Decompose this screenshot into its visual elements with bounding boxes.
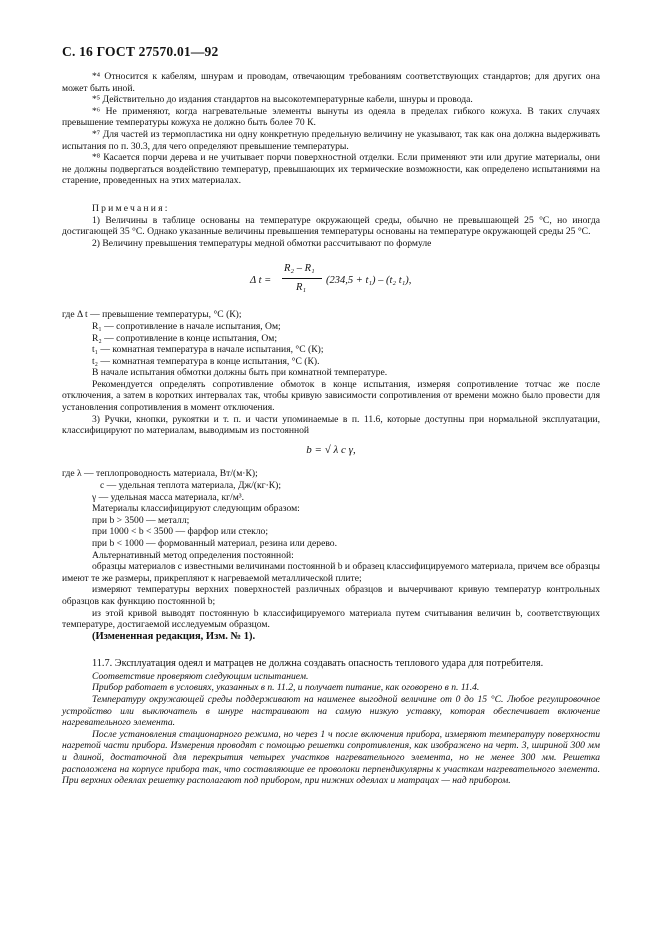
class-metal: при b > 3500 — металл; (92, 514, 190, 526)
document-body (62, 71, 600, 787)
fraction-bar (282, 278, 322, 279)
notes-title: Примечания: (92, 202, 170, 214)
footnote-6: *⁶ Не применяют, когда нагревательные элементы вынуты из одеяла в пределах гибкого кожуха. В таких случаях превышение температуры кожуха не должно быть более 70 К. (62, 105, 600, 129)
note-1: 1) Величины в таблице основаны на температуре окружающей среды, обычно не превышающей 25 °С, но иногда достигающей 35 °С. Однако указанные величины превышения температуры основаны на температуре окружающей среды 25 °С. (62, 214, 600, 238)
footnote-5: *⁵ Действительно до издания стандартов на высокотемпературные кабели, шнуры и провода. (92, 94, 473, 106)
where-2-line-1: где λ — теплопроводность материала, Вт/(м·К); (62, 468, 258, 480)
test-ambient: Температуру окружающей среды поддерживают на наименее выгодной величине от 0 до 15 °С. Любое регулировочное устройство или выключатель в шнуре настраивают на самую низкую уставку, которая обеспечивает включение нагревательного элемента. (62, 693, 600, 729)
formula-temperature-rise (62, 259, 600, 303)
class-porcelain: при 1000 < b < 3500 — фарфор или стекло; (92, 526, 268, 538)
where-1-line-3: R₂ — сопротивление в конце испытания, Ом; (92, 332, 277, 344)
where-2-line-3: γ — удельная масса материала, кг/м³. (92, 491, 245, 503)
alt-method-step-1: образцы материалов с известными величинами постоянной b и образец классифицируемого материала, причем все образцы имеют те же размеры, прикрепляют к нагреваемой металлической плите; (62, 561, 600, 584)
formula-constant-b: b = √ λ c γ, (306, 443, 356, 456)
formula-rest: (234,5 + t₁) – (t₂ t₁), (326, 275, 412, 287)
formula-lhs: Δ t = (250, 275, 272, 287)
section-11-7: 11.7. Эксплуатация одеял и матрацев не должна создавать опасность теплового удара для потребителя. (92, 658, 544, 670)
amendment-note: (Измененная редакция, Изм. № 1). (92, 630, 256, 642)
where-1-line-6: В начале испытания обмотки должны быть при комнатной температуре. (92, 367, 388, 379)
formula-numerator: R₂ – R₁ (284, 263, 315, 275)
where-1-line-5: t₂ — комнатная температура в конце испытания, °С (К). (92, 355, 320, 367)
test-measurement: После установления стационарного режима, но через 1 ч после включения прибора, измеряют температуру поверхности нагретой части прибора. Измерения проводят с помощью решетки сопротивления, как изображено на черт. 3, шириной 300 мм и длиной, достаточной для перекрытия четырех участков нагревательного элемента, но не менее 300 мм. Решетка расположена на корпусе прибора так, что составляющие ее проволоки перпендикулярны к участкам нагревательного элемента. При верхних одеялах решетку располагают под прибором, при нижних одеялах и матрацах — над прибором. (62, 728, 600, 787)
note-2: 2) Величину превышения температуры медной обмотки рассчитывают по формуле (92, 237, 432, 249)
alt-method-title: Альтернативный метод определения постоянной: (92, 549, 294, 561)
alt-method-step-3: из этой кривой выводят постоянную b классифицируемого материала путем считывания величин b, соответствующих температуре, достигаемой исследуемым образцом. (62, 607, 600, 631)
formula-denominator: R₁ (296, 282, 307, 294)
where-2-line-2: c — удельная теплота материала, Дж/(кг·К); (100, 480, 282, 492)
footnote-8: *⁸ Касается порчи дерева и не учитывает порчи поверхностной отделки. Если применяют эти или другие материалы, они не должны подвергаться воздействию температур, превышающих их термические возможности, как определено испытаниями на старение, проведенных на этих материалах. (62, 152, 600, 187)
test-compliance: Соответствие проверяют следующим испытанием. (92, 670, 309, 682)
classification-intro: Материалы классифицируют следующим образом: (92, 503, 300, 515)
page-header: С. 16 ГОСТ 27570.01—92 (62, 44, 219, 59)
footnote-4: *⁴ Относится к кабелям, шнурам и проводам, отвечающим требованиям соответствующих стандартов; для других она может быть иной. (62, 71, 600, 94)
alt-method-step-2: измеряют температуры верхних поверхностей различных образцов и вычерчивают кривую температур контрольных образцов как функцию постоянной b; (62, 584, 600, 607)
test-conditions: Прибор работает в условиях, указанных в п. 11.2, и получает питание, как оговорено в п. 11.4. (92, 682, 480, 694)
class-molded: при b < 1000 — формованный материал, резина или дерево. (92, 538, 338, 549)
note-3: 3) Ручки, кнопки, рукоятки и т. п. и части упоминаемые в п. 11.6, которые доступны при нормальной эксплуатации, классифицируют по материалам, выводимым из постоянной (62, 413, 600, 437)
where-1-line-4: t₁ — комнатная температура в начале испытания, °С (К); (92, 344, 324, 356)
where-1-line-2: R₁ — сопротивление в начале испытания, Ом; (92, 320, 281, 332)
recommendation: Рекомендуется определять сопротивление обмоток в конце испытания, измеряя сопротивление тотчас же после отключения, а затем в коротких интервалах так, чтобы кривую зависимости сопротивления от времени можно было провести для установления сопротивления в момент отключения. (62, 378, 600, 414)
where-1-line-1: где Δ t — превышение температуры, °С (К); (62, 309, 242, 321)
footnote-7: *⁷ Для частей из термопластика ни одну конкретную предельную величину не указывают, так как она должна выдерживать испытания по п. 30.3, для чего определяют превышение температуры. (62, 128, 600, 152)
